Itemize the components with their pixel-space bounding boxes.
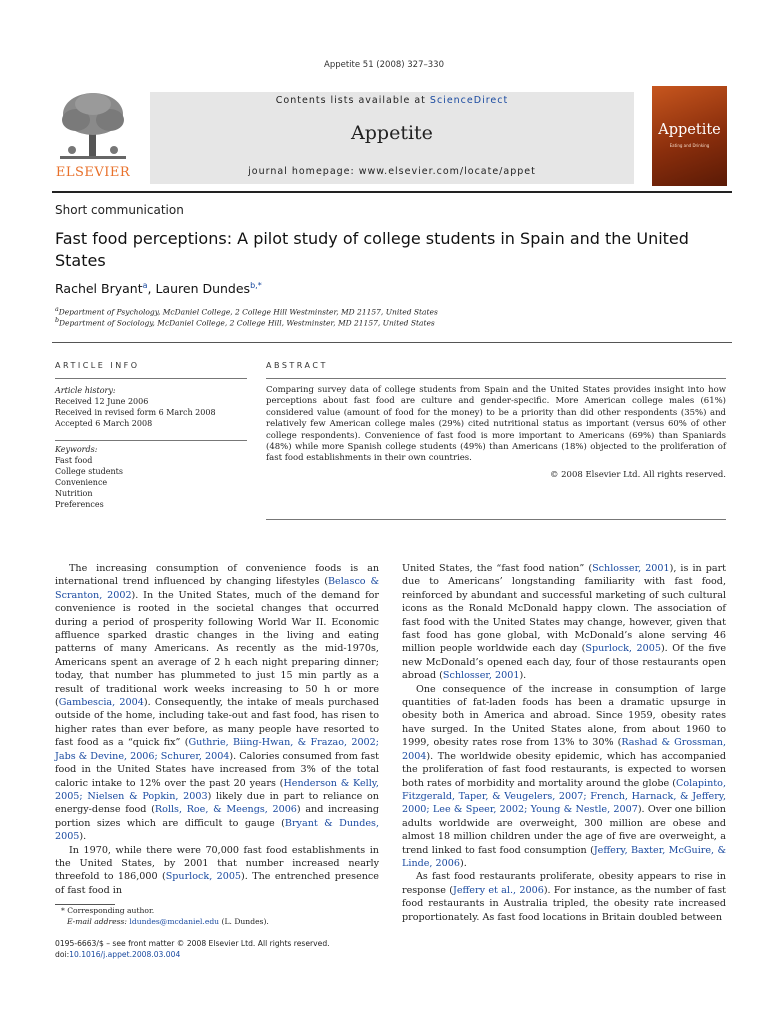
corresponding-author-note [55, 906, 379, 917]
body-text: ). The entrenched presence of fast food in [55, 871, 379, 896]
history-revised: Received in revised form 6 March 2008 [55, 408, 216, 417]
abstract-rule-2 [266, 519, 726, 520]
cover-title: Appetite [658, 122, 721, 138]
history-label: Article history: [55, 386, 116, 395]
history-received: Received 12 June 2006 [55, 397, 149, 406]
body-paragraph [55, 562, 379, 844]
citation-link[interactable]: Rolls, Roe, & Meengs, 2006 [154, 804, 297, 816]
citation-link[interactable]: Schlosser, 2001 [592, 563, 670, 574]
article-title: Fast food perceptions: A pilot study of college students in Spain and the United States [55, 229, 689, 270]
email-label: E-mail address: [67, 916, 127, 926]
body-text: ) and increasing portion sizes which are difficult to gauge ( [55, 804, 379, 829]
article-info-rule [55, 378, 247, 379]
author-list: Rachel Bryant$^a$, Lauren Dundes$^{b,*}$ [55, 281, 262, 297]
body-paragraph [402, 683, 726, 871]
article-type: Short communication [55, 203, 184, 217]
citation-link[interactable]: Jeffery, Baxter, McGuire, & Linde, 2006 [402, 844, 726, 869]
keyword: Fast food [55, 456, 93, 465]
author-affil-marker[interactable]: b,* [250, 281, 262, 290]
body-text: United States, the “fast food nation” ( [402, 563, 593, 574]
section-divider [52, 342, 732, 343]
keyword: Preferences [55, 500, 104, 509]
citation-link[interactable]: Gambescia, 2004 [58, 697, 144, 709]
cover-subtitle: Eating and Drinking [669, 143, 710, 148]
journal-citation: Appetite 51 (2008) 327–330 [324, 60, 444, 70]
elsevier-tree-icon [52, 90, 134, 164]
issn-line: 0195-6663/$ – see front matter © 2008 Elsevier Ltd. All rights reserved. [55, 939, 330, 948]
body-text: As fast food restaurants proliferate, obesity appears to rise in response ( [402, 871, 726, 896]
citation-link[interactable]: Guthrie, Biing-Hwan, & Frazao, 2002; Jabs & Devine, 2006; Schurer, 2004 [55, 737, 379, 762]
article-history [55, 385, 245, 429]
body-text: ). Calories consumed from fast food in the United States have increased from 3% of the total caloric intake to 12% over the past 20 years ( [55, 750, 379, 789]
article-info-rule-2 [55, 440, 247, 441]
abstract-heading: ABSTRACT [266, 361, 328, 370]
body-text: The increasing consumption of convenience foods is an international trend influenced by changing lifestyles ( [55, 563, 379, 588]
corresponding-author-label: Corresponding author. [67, 906, 155, 915]
abstract-copyright: © 2008 Elsevier Ltd. All rights reserved. [549, 470, 726, 480]
abstract-rule [266, 378, 726, 379]
elsevier-logo [52, 90, 134, 182]
body-text: ). Over one billion adults worldwide are overweight, 300 million are obese and almost 18 million children under the age of five are overweight, a trend linked to fast food consumption ( [402, 804, 726, 856]
citation-link[interactable]: Belasco & Scranton, 2002 [55, 576, 379, 601]
header-rule [52, 191, 732, 193]
author-name: Rachel Bryant [55, 281, 143, 297]
body-text: ). [79, 831, 87, 843]
footnote-marker: * [61, 906, 65, 915]
body-text: ). [519, 670, 527, 682]
citation-link[interactable]: Henderson & Kelly, 2005; Nielsen & Popkin, 2003 [55, 777, 379, 802]
keywords-label: Keywords: [55, 445, 98, 454]
email-line [55, 917, 379, 928]
article-info-heading: ARTICLE INFO [55, 361, 140, 370]
email-suffix: (L. Dundes). [221, 916, 269, 926]
body-text: ). Of the five new McDonald’s opened each day, four of those restaurants open abroad ( [402, 643, 726, 682]
citation-link[interactable]: Schlosser, 2001 [442, 670, 520, 682]
footnote [55, 906, 379, 927]
body-text: ). In the United States, much of the demand for convenience is rooted in the societal changes that occurred during a period of prosperity following World War II. Economic affluence sparked drastic changes in the living and eating patterns of many Americans. As recently as the mid-1970s, Americans spent an average of 2 h each night preparing dinner; today, that number has plummeted to just 15 min partly as a result of traditional work weeks increasing to 50 h or more ( [55, 589, 379, 709]
body-text: ). The worldwide obesity epidemic, which has accompanied the proliferation of fast food restaurants, is expected to worsen both rates of morbidity and mortality around the globe ( [402, 750, 726, 789]
body-text: ). For instance, as the number of fast food restaurants in Australia tripled, the obesity rate increased proportionately. As fast food locations in Britain doubled between [402, 884, 726, 923]
doi-prefix: doi: [55, 950, 70, 959]
footnote-rule [55, 904, 115, 905]
keyword: Nutrition [55, 489, 93, 498]
body-paragraph [402, 870, 726, 924]
journal-cover-thumbnail [652, 86, 727, 186]
email-link[interactable]: ldundes@mcdaniel.edu [129, 916, 220, 926]
doi-link[interactable]: 10.1016/j.appet.2008.03.004 [69, 950, 181, 959]
citation-link[interactable]: Jeffery et al., 2006 [452, 884, 544, 896]
body-column-left [55, 562, 379, 897]
author-affil-marker[interactable]: a [142, 281, 148, 290]
keywords [55, 444, 245, 510]
journal-name: Appetite [351, 122, 433, 144]
sciencedirect-link[interactable]: ScienceDirect [429, 95, 509, 106]
body-text: ), is in part due to Americans’ longstanding familiarity with fast food, reinforced by abundant and successful marketing of such cultural icons as the Ronald McDonald happy clown. The association of fast food with the United States may change, however, given that fast food has gone global, with McDonald’s alone serving 46 million people worldwide each day ( [402, 563, 727, 655]
citation-link[interactable]: Spurlock, 2005 [585, 643, 661, 655]
affiliation-a: $^a$Department of Psychology, McDaniel College, 2 College Hill Westminster, MD 21157, United States [55, 306, 438, 317]
body-text: In 1970, while there were 70,000 fast food establishments in the United States, by 2001 that number increased nearly threefold to 186,000 ( [55, 844, 379, 883]
history-accepted: Accepted 6 March 2008 [55, 419, 153, 428]
keyword: College students [55, 467, 123, 476]
body-text: ). Consequently, the intake of meals purchased outside of the home, including take-out and fast food, has risen to higher rates than ever before, as many people have resorted to fast food as a “quick fix” ( [55, 697, 379, 749]
body-column-right [402, 562, 726, 924]
citation-link[interactable]: Spurlock, 2005 [165, 871, 242, 883]
citation-link[interactable]: Bryant & Dundes, 2005 [55, 817, 379, 843]
body-paragraph [55, 844, 379, 898]
citation-link[interactable]: Colapinto, Fitzgerald, Taper, & Veugelers, 2007; French, Harnack, & Jeffery, 2000; Lee & Speer, 2002; Young & Nestle, 2007 [402, 777, 726, 816]
affiliation-b: $^b$Department of Sociology, McDaniel College, 2 College Hill, Westminster, MD 21157, United States [55, 317, 435, 328]
journal-homepage[interactable]: journal homepage: www.elsevier.com/locate/appet [248, 166, 536, 177]
page-footer [55, 938, 385, 960]
citation-link[interactable]: Rashad & Grossman, 2004 [402, 737, 726, 762]
body-paragraph [402, 562, 726, 683]
contents-prefix: Contents lists available at [275, 95, 430, 106]
elsevier-wordmark: ELSEVIER [55, 165, 131, 180]
body-text: One consequence of the increase in consumption of large quantities of fat-laden foods has been a dramatic upsurge in obesity both in America and abroad. Since 1959, obesity rates have surged. In the United States alone, from about 1960 to 1999, obesity rates rose from 13% to 30% ( [402, 683, 726, 749]
keyword: Convenience [55, 478, 108, 487]
body-text: ) likely due in part to reliance on energy-dense food ( [55, 790, 379, 816]
body-text: ). [459, 857, 467, 869]
doi-line [55, 949, 385, 960]
abstract-text: Comparing survey data of college students from Spain and the United States provides insight into how perceptions about fast food are culture and gender-specific. More American college males (61%) considered value (amount of food for the money) to be a priority than did other respondents (35%) and relatively few American college males (29%) cited nutritional status as important (versus 60% of other college respondents). Convenience of fast food is more important to Americans (69%) than Spaniards (48%) while more Spanish college students (49%) than Americans (18%) objected to the proliferation of fast food establishments in their own countries. [266, 385, 726, 464]
contents-line [150, 95, 634, 106]
author-name: Lauren Dundes [155, 281, 251, 297]
